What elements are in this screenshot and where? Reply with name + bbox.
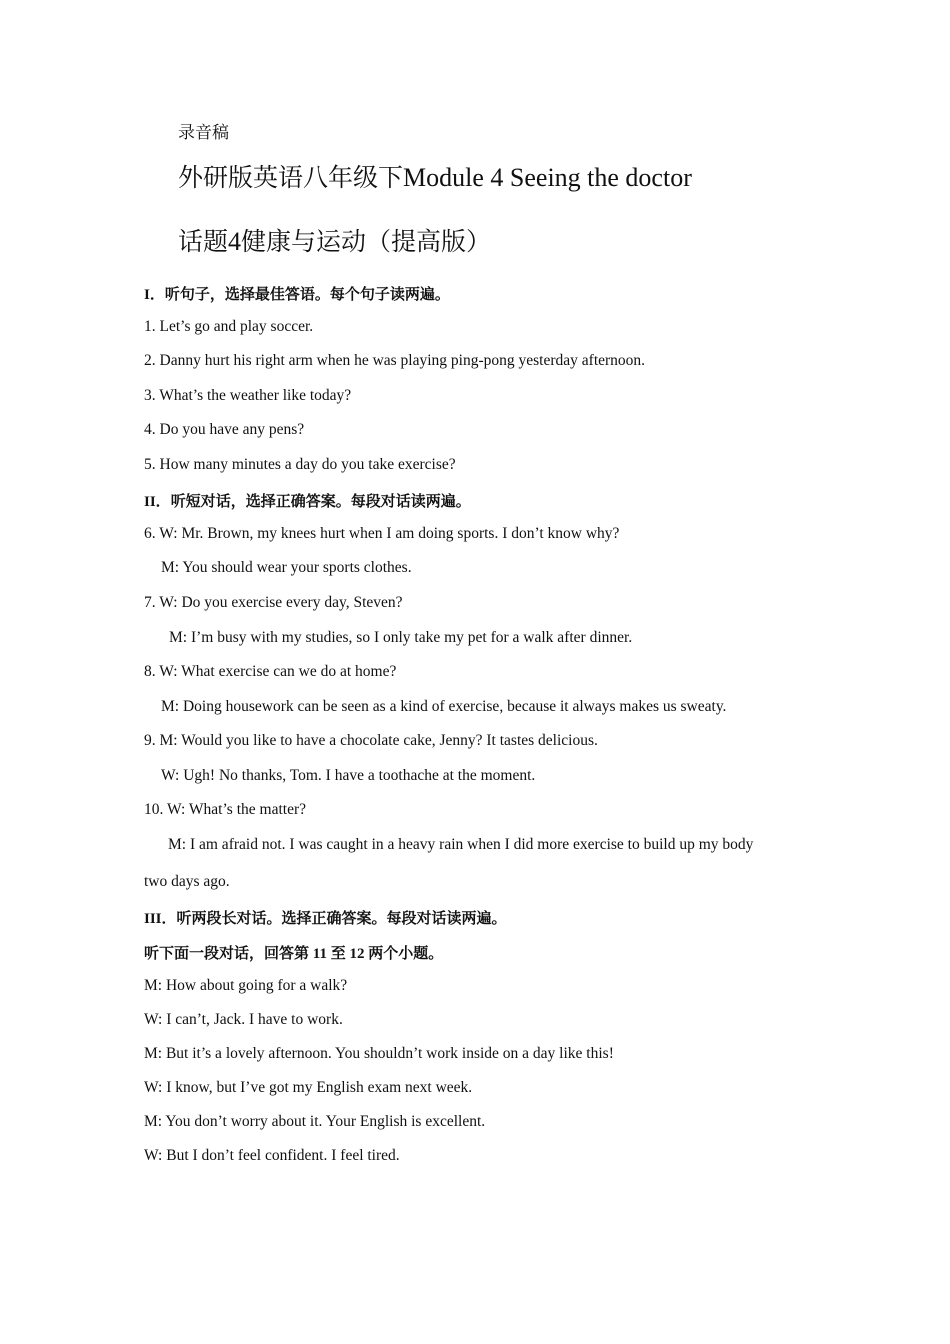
dialogue-7-line-1: 7. W: Do you exercise every day, Steven?: [144, 594, 403, 611]
dialogue-9-line-1: 9. M: Would you like to have a chocolate cake, Jenny? It tastes delicious.: [144, 732, 598, 749]
instruction-part-b: 至: [330, 944, 346, 962]
dialogue-8-line-2: M: Doing housework can be seen as a kind of exercise, because it always makes us sweaty.: [161, 698, 727, 715]
section-3-number: III．: [144, 911, 177, 927]
dialogue-9-line-2: W: Ugh! No thanks, Tom. I have a toothache at the moment.: [161, 767, 536, 784]
subtitle-topic: 话题: [178, 227, 229, 256]
section-3-text: 听两段长对话。选择正确答案。每段对话读两遍。: [176, 909, 507, 927]
long-dialogue-line-2: W: I can’t, Jack. I have to work.: [144, 1011, 343, 1028]
sentence-5: 5. How many minutes a day do you take exercise?: [144, 456, 456, 473]
long-dialogue-line-3: M: But it’s a lovely afternoon. You shouldn’t work inside on a day like this!: [144, 1045, 614, 1062]
sentence-3: 3. What’s the weather like today?: [144, 387, 352, 404]
transcript-label: 录音稿: [178, 123, 229, 143]
long-dialogue-line-6: W: But I don’t feel confident. I feel tired.: [144, 1147, 400, 1164]
section-2-heading: [144, 490, 471, 511]
instruction-number-1: 11: [309, 946, 331, 962]
sentence-2: 2. Danny hurt his right arm when he was playing ping-pong yesterday afternoon.: [144, 352, 646, 369]
section-3-instruction: [144, 942, 443, 963]
dialogue-10-line-2: M: I am afraid not. I was caught in a heavy rain when I did more exercise to build up my body: [168, 836, 754, 853]
dialogue-8-line-1: 8. W: What exercise can we do at home?: [144, 663, 397, 680]
document-title: [178, 158, 692, 194]
section-2-number: II．: [144, 494, 171, 510]
long-dialogue-line-1: M: How about going for a walk?: [144, 977, 348, 994]
long-dialogue-line-4: W: I know, but I’ve got my English exam next week.: [144, 1079, 473, 1096]
sentence-4: 4. Do you have any pens?: [144, 421, 305, 438]
dialogue-10-line-3: two days ago.: [144, 873, 230, 890]
dialogue-7-line-2: M: I’m busy with my studies, so I only take my pet for a walk after dinner.: [169, 629, 633, 646]
title-chinese: 外研版英语八年级下: [178, 163, 404, 192]
document-subtitle: [178, 222, 491, 258]
instruction-number-2: 12: [345, 946, 369, 962]
dialogue-10-line-1: 10. W: What’s the matter?: [144, 801, 306, 818]
long-dialogue-line-5: M: You don’t worry about it. Your English is excellent.: [144, 1113, 486, 1130]
instruction-part-a: 听下面一段对话，回答第: [144, 944, 310, 962]
title-english: Module 4 Seeing the doctor: [403, 163, 692, 192]
section-1-text: 听句子，选择最佳答语。每个句子读两遍。: [164, 285, 450, 303]
subtitle-name: 健康与运动（提高版）: [241, 227, 492, 256]
dialogue-6-line-2: M: You should wear your sports clothes.: [161, 559, 412, 576]
section-3-heading: [144, 907, 507, 928]
sentence-1: 1. Let’s go and play soccer.: [144, 318, 314, 335]
section-1-number: I．: [144, 287, 165, 303]
section-2-text: 听短对话，选择正确答案。每段对话读两遍。: [170, 492, 471, 510]
instruction-part-c: 两个小题。: [368, 944, 444, 962]
dialogue-6-line-1: 6. W: Mr. Brown, my knees hurt when I am doing sports. I don’t know why?: [144, 525, 620, 542]
subtitle-number: 4: [228, 227, 242, 256]
section-1-heading: [144, 283, 450, 304]
